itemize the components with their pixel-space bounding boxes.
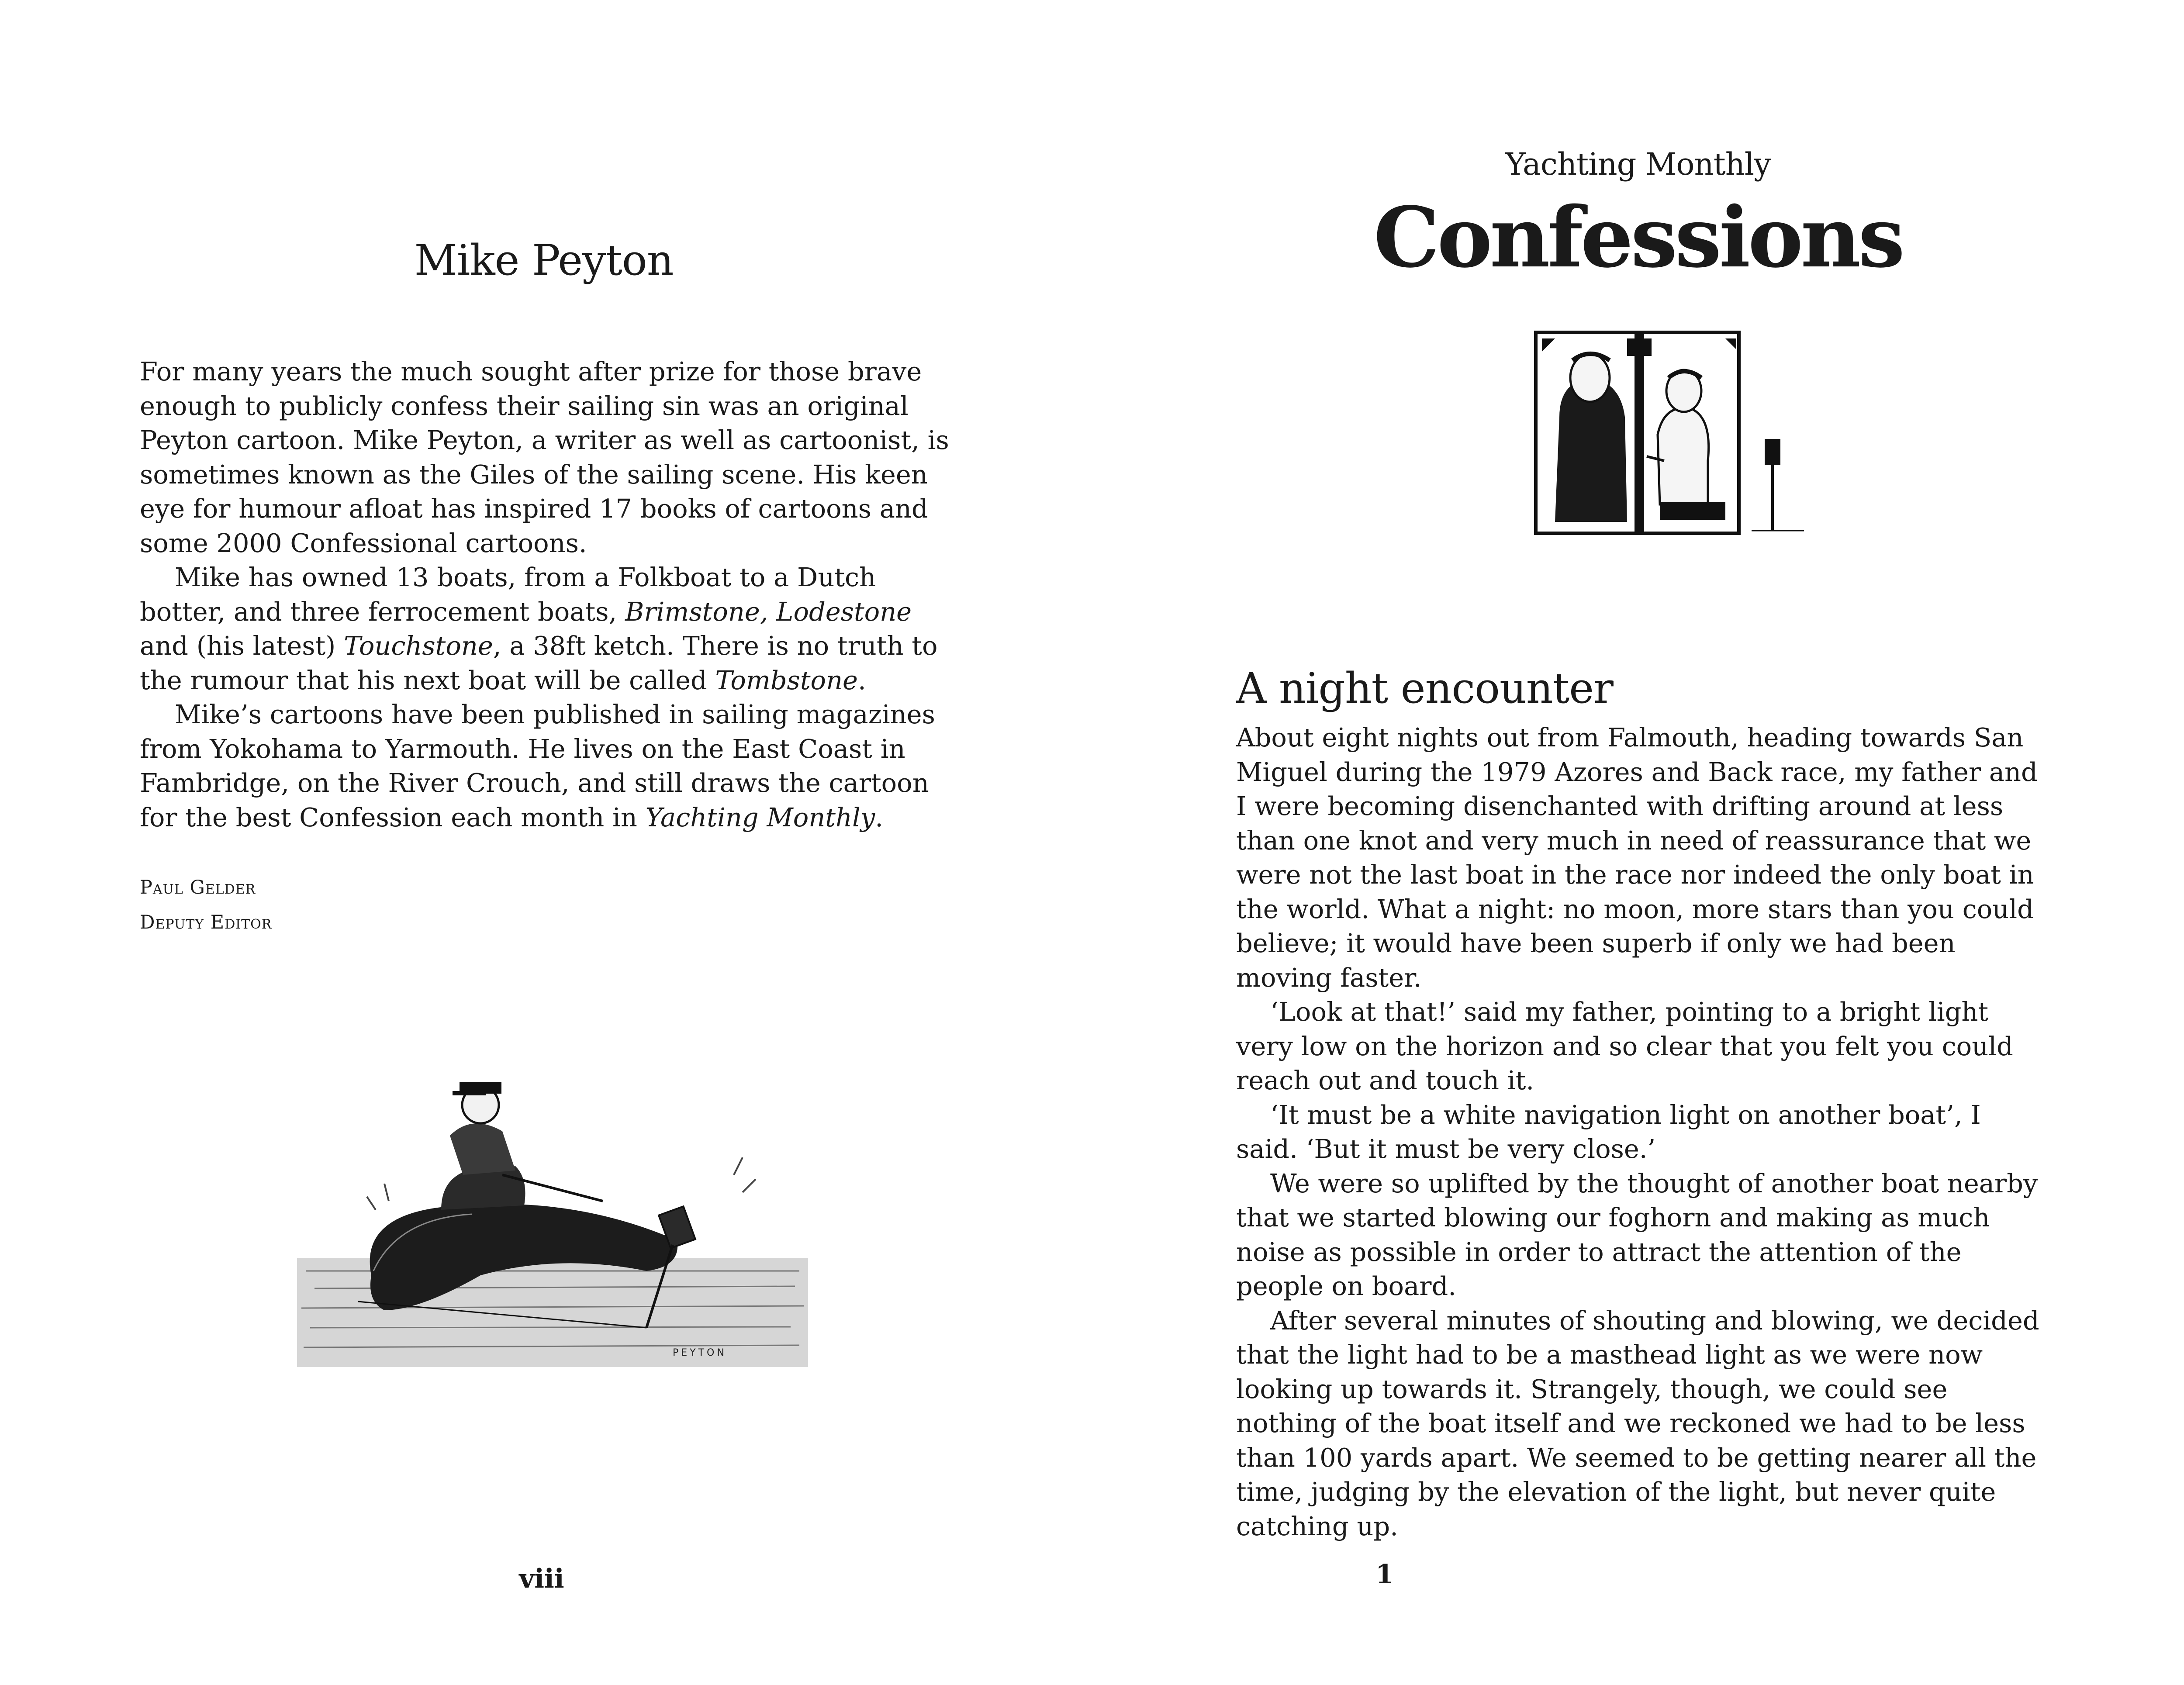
chapter-text	[1236, 721, 2049, 1543]
signature	[140, 870, 272, 940]
confessional-cartoon	[1533, 330, 1813, 539]
right-page	[1092, 0, 2184, 1685]
page-title: Mike Peyton	[414, 236, 674, 285]
intro-text	[140, 355, 961, 835]
paragraph: Mike’s cartoons have been published in sailing magazines from Yokohama to Yarmouth. He lives on the East Coast in Fambridge, on the River Crouch, and still draws the cartoon for the best Confession each month in Yachting Monthly.	[140, 699, 935, 832]
signature-role: Deputy Editor	[140, 912, 272, 933]
series-title: Yachting Monthly	[1505, 146, 1771, 182]
paragraph: For many years the much sought after prize for those brave enough to publicly confess their sailing sin was an original Peyton cartoon. Mike Peyton, a writer as well as cartoonist, is sometimes known as the Giles of the sailing scene. His keen eye for humour afloat has inspired 17 books of cartoons and some 2000 Confessional cartoons.	[140, 356, 949, 558]
chapter-title: A night encounter	[1236, 664, 1613, 713]
paragraph: ‘It must be a white navigation light on another boat’, I said. ‘But it must be very close.’	[1236, 1099, 1981, 1164]
signature-name: Paul Gelder	[140, 877, 256, 898]
paragraph: ‘Look at that!’ said my father, pointing to a bright light very low on the horizon and so clear that you felt you could reach out and touch it.	[1236, 997, 2013, 1095]
page-number: viii	[519, 1564, 564, 1594]
paragraph: We were so uplifted by the thought of another boat nearby that we started blowing our foghorn and making as much noise as possible in order to attract the attention of the people on board.	[1236, 1168, 2038, 1301]
paragraph: Mike has owned 13 boats, from a Folkboat to a Dutch botter, and three ferrocement boats, Brimstone, Lodestone and (his latest) Touchstone, a 38ft ketch. There is no truth to the rumour that his next boat will be called Tombstone.	[140, 562, 938, 695]
paragraph: About eight nights out from Falmouth, heading towards San Miguel during the 1979 Azores and Back race, my father and I were becoming disenchanted with drifting around at less than one knot and very much in need of reassurance that we were not the last boat in the race nor indeed the only boat in the world. What a night: no moon, more stars than you could believe; it would have been superb if only we had been moving faster.	[1236, 722, 2038, 993]
paragraph: After several minutes of shouting and blowing, we decided that the light had to be a masthead light as we were now looking up towards it. Strangely, though, we could see nothing of the boat itself and we reckoned we had to be less than 100 yards apart. We seemed to be getting nearer all the time, judging by the elevation of the light, but never quite catching up.	[1236, 1305, 2039, 1541]
book-title: Confessions	[1373, 189, 1903, 286]
cartoon-signature: PEYTON	[673, 1347, 727, 1358]
dinghy-cartoon	[297, 1066, 812, 1371]
page-number: 1	[1375, 1559, 1394, 1590]
